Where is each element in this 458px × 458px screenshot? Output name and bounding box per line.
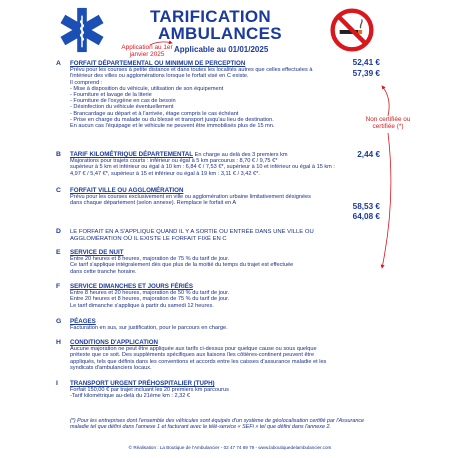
section-heading: TRANSPORT URGENT PRÉHOSPITALIER (TUPH) [70,380,215,387]
section-line: Facturation en sus, sur justification, pour le parcours en charge. [70,325,228,332]
price-c-noncertified: 58,53 € [352,202,380,211]
list-item: - Brancardage au départ et à l'arrivée, étage compris le cas échéant [70,110,239,117]
section-line: dans chaque département (selon annexe). Remplace le forfait en A [70,200,237,207]
section-line: 4,97 € / 5,47 €*, supérieur à 15 et inférieur ou égal à 19 km : 3,11 € / 3,42 €*. [70,170,260,177]
section-line: -Tarif kilométrique au-delà du 21ème km : 2,32 € [70,393,191,400]
list-item: - Désinfection du véhicule éventuellement [70,104,174,111]
section-line: Entre 8 heures et 20 heures, majoration de 50 % du tarif de jour. [70,290,230,297]
section-line: Forfait 150,00 € par trajet incluant les 20 premiers km parcourus [70,387,229,394]
section-heading: PÉAGES [70,318,96,325]
section-letter: A [56,60,61,67]
section-line: Entre 20 heures et 8 heures, majoration de 75 % du tarif de jour. [70,256,230,263]
section-line: AGGLOMÉRATION OÙ IL EXISTE LE FORFAIT FIXÉ EN C [70,235,227,242]
section-letter: D [56,228,61,235]
section-heading: SERVICE DE NUIT [70,249,124,256]
section-heading: FORFAIT DÉPARTEMENTAL OU MINIMUM DE PERCEPTION [70,60,246,67]
section-letter: C [56,187,61,194]
section-heading: FORFAIT VILLE OU AGGLOMÉRATION [70,187,184,194]
star-of-life-icon [58,6,106,54]
section-heading-suffix: En charge au delà des 3 premiers km [194,152,288,158]
footer-credit: © Réalisation : La Boutique de l'Ambulancier - 02 47 74 69 79 - www.laboutiquedelambulancier.com [128,445,332,450]
price-a-noncertified: 52,41 € [352,58,380,67]
section-letter: I [56,380,58,387]
section-line: LE FORFAIT EN A S'APPLIQUE QUAND IL Y A SORTIE OU ENTRÉE DANS UNE VILLE OU [70,229,314,235]
section-letter: H [56,339,61,346]
applicable-date: Applicable au 01/01/2025 [174,45,269,54]
section-f [56,283,378,309]
section-e [56,249,378,275]
section-d [56,228,378,242]
section-line: syndicats d'ambulanciers locaux. [70,364,152,371]
section-letter: E [56,249,61,256]
price-b: 2,44 € [357,150,380,159]
list-item: - Fourniture et lavage de la literie [70,92,152,99]
section-letter: G [56,318,62,325]
no-smoking-icon [330,8,374,52]
price-a-certified: 57,39 € [352,69,380,78]
certification-footnote: (*) Pour les entreprises dont l'ensemble des véhicules sont équipés d'un système de géolocalisation certifié par l'Assurance maladie tel que défini dans l'annexe 1 et facturant avec le télé-service « SEFi » tel que défini dans l'annexe 2. [70,418,365,430]
section-i [56,380,378,400]
section-line: dans cette tranche horaire. [70,268,137,275]
arrow-to-price-57 [382,86,389,116]
title-line-2: AMBULANCES [158,24,282,43]
section-line: prétexte que ce soit. Des suppléments spécifiques aux liaisons îles côtières-continent peuvent être [70,352,315,359]
section-line: Majorations pour trajets courts : inférieur ou égal à 5 km parcourus : 8,70 € / 9,75 €* [70,158,278,165]
section-line: Ce tarif s'applique intégralement dès que plus de la moitié du temps du trajet est effectuée [70,262,294,269]
section-includes: Il comprend : [70,79,103,86]
section-letter: B [56,151,61,158]
list-item: - Fourniture de l'oxygène en cas de besoin [70,98,176,105]
section-g [56,318,378,332]
price-c-certified: 64,08 € [352,212,380,221]
page-title [150,8,340,42]
section-letter: F [56,283,61,290]
list-item: En aucun cas l'équipage et le véhicule ne peuvent être immobilisés plus de 15 mn. [70,123,275,130]
arrow-to-price-64 [382,133,391,268]
title-line-1: TARIFICATION [150,7,272,26]
section-line: Le tarif dimanche s'applique à partir du samedi 12 heures. [70,302,214,309]
certification-note: Non certifiée ou certifiée (*) [365,116,411,130]
section-line: appliqués, tels que définis dans les conventions et accords entre les caisses d'assurance maladie et les [70,358,327,365]
application-date-note: Application au 1er janvier 2025 [121,44,173,58]
section-line: Entre 20 heures et 8 heures, majoration de 75 % du tarif de jour. [70,296,230,303]
list-item: - Mise à disposition du véhicule, utilisation de son équipement [70,85,224,92]
section-heading: SERVICE DIMANCHES ET JOURS FÉRIÉS [70,283,193,290]
list-item: - Prise en charge du malade ou du blessé et transport jusqu'au lieu de destination. [70,116,274,123]
section-line: Prévu pour les courses exclusivement en ville ou agglomération urbaine limitativement désignées [70,194,311,201]
section-heading: CONDITIONS D'APPLICATION [70,339,158,346]
section-line: supérieur à 5 km et inférieur ou égal à 10 km : 6,84 € / 7,53 €*, supérieur à 10 et inférieur ou égal à 15 km : [70,164,335,171]
section-line: Aucune majoration ne peut être appliquée aux tarifs ci-dessus pour quelque cause ou sous quelque [70,346,317,353]
section-intro: Prévu pour les courses à petite distance et dans toutes les localités autres que celles effectuées à l'intérieur des villes ou agglomérations lorsque le forfait visé en C existe. [70,67,313,80]
section-heading: TARIF KILOMÉTRIQUE DÉPARTEMENTAL [70,151,194,158]
section-h [56,339,378,371]
